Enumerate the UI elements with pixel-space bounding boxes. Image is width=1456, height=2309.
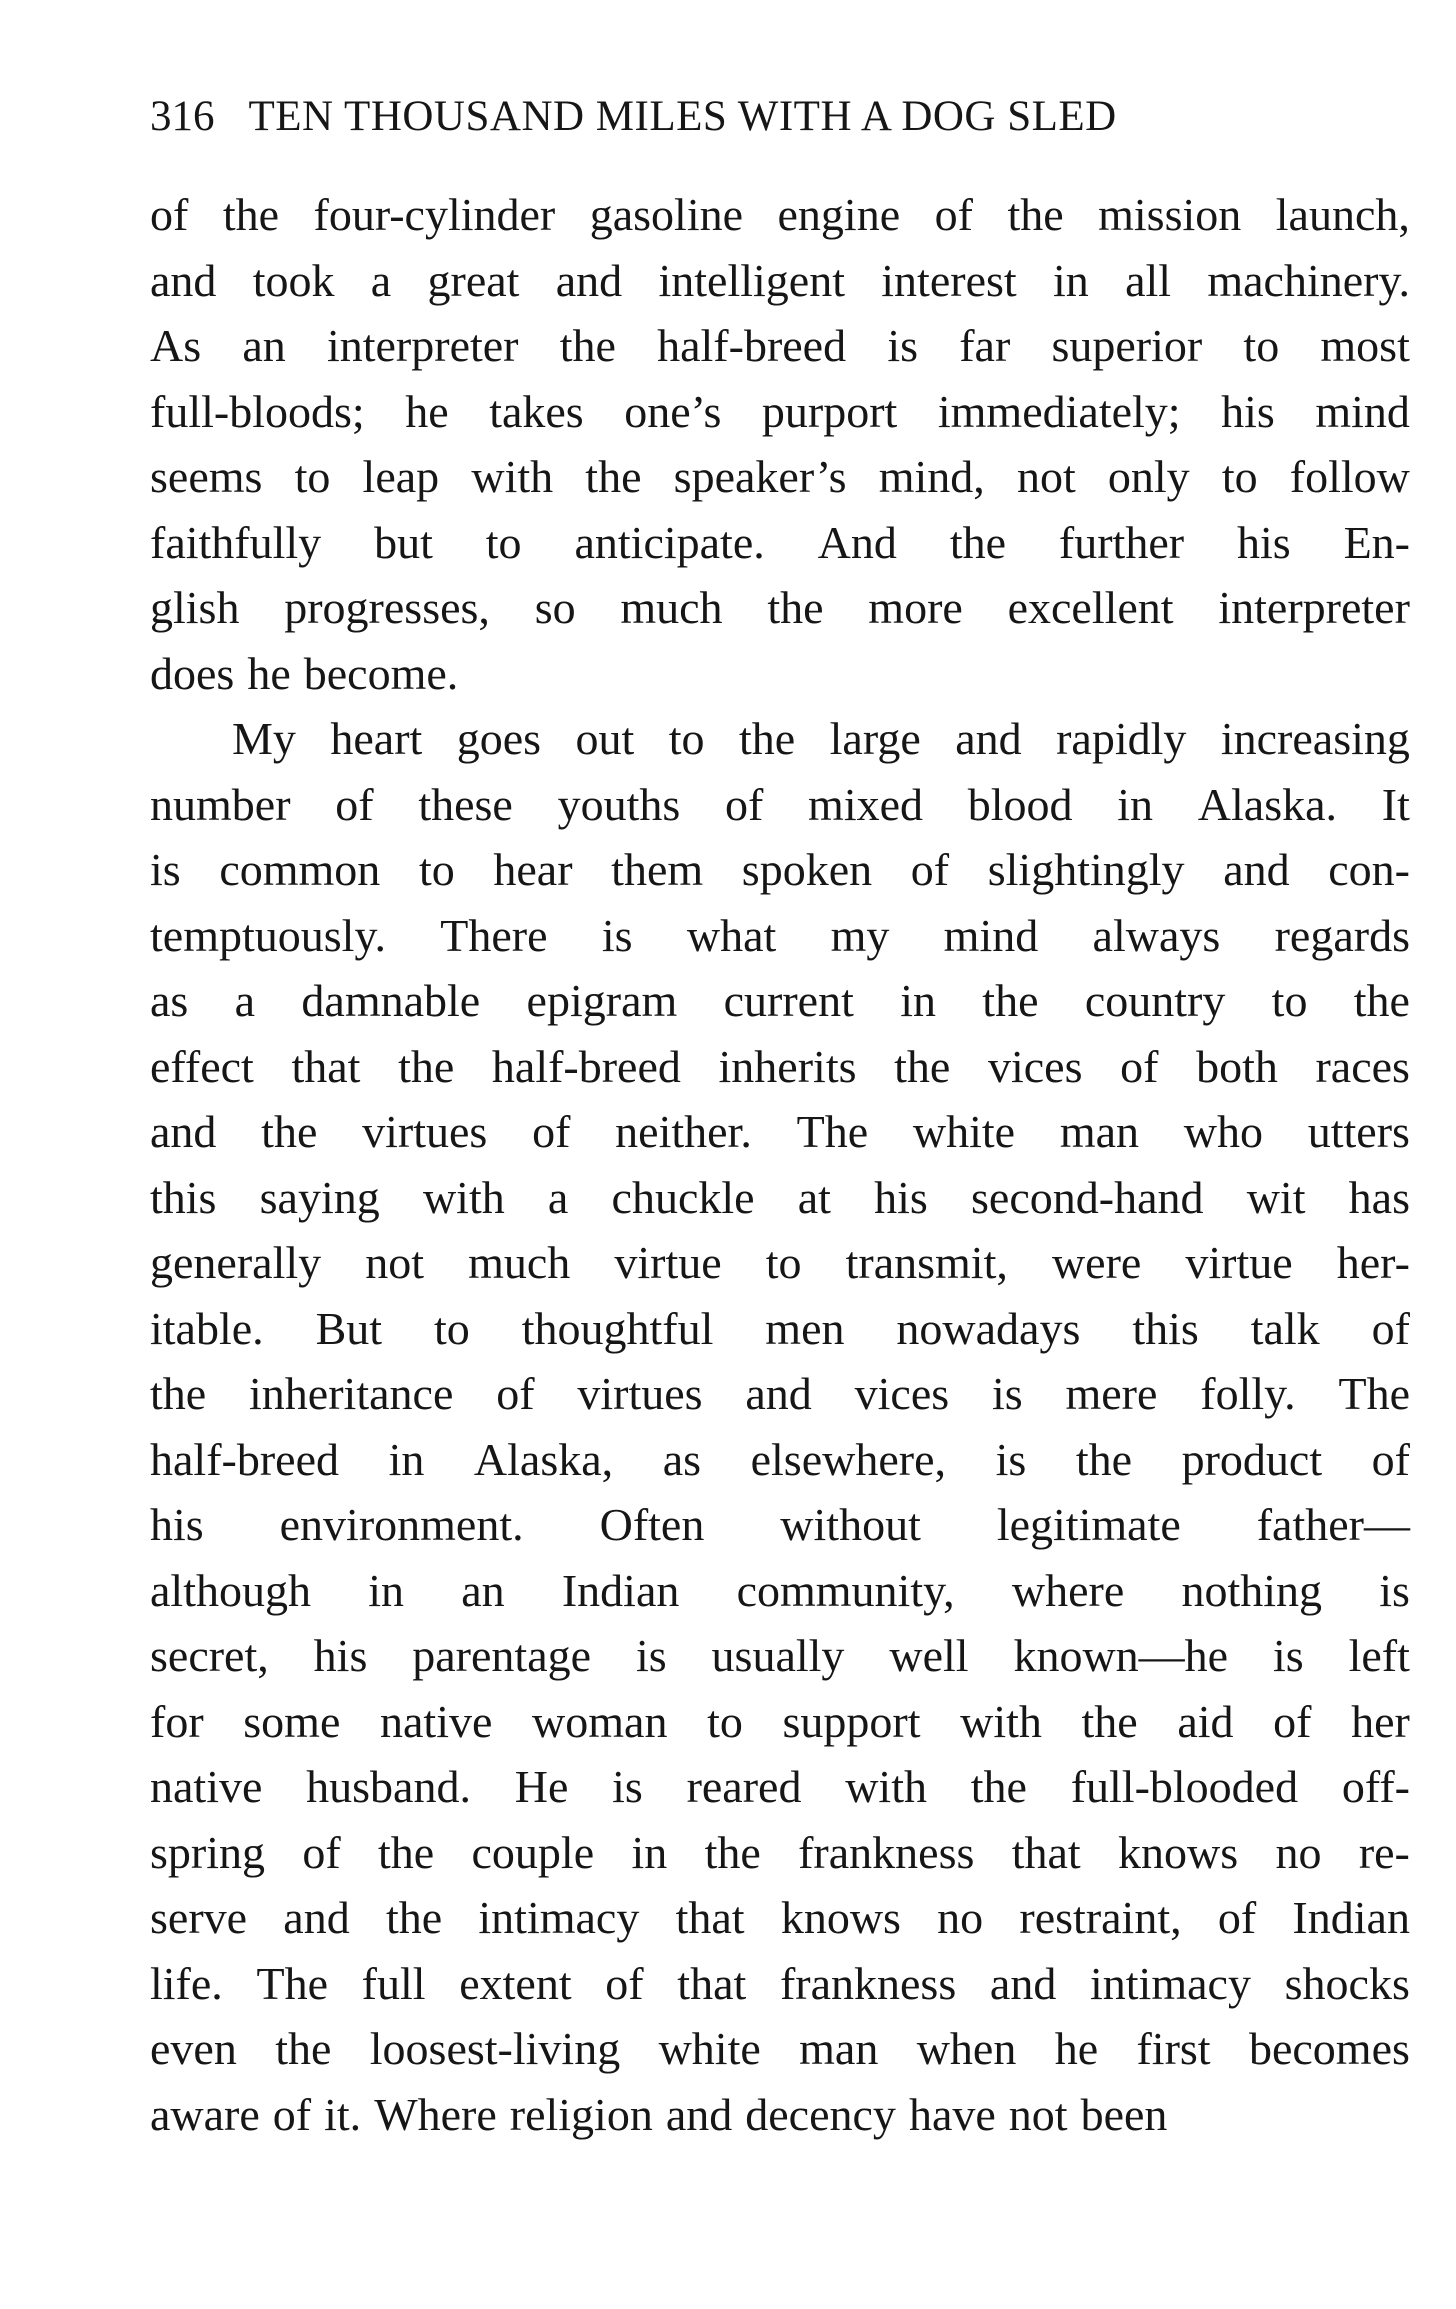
text-line: effect that the half-breed inherits the vices of both races bbox=[150, 1040, 1410, 1092]
text-line: number of these youths of mixed blood in Alaska. It bbox=[150, 778, 1410, 830]
text-line: is common to hear them spoken of slightingly and con- bbox=[150, 844, 1410, 895]
text-line: of the four-cylinder gasoline engine of the mission launch, bbox=[150, 189, 1410, 240]
paragraph bbox=[150, 706, 1410, 2147]
text-line: life. The full extent of that frankness and intimacy shocks bbox=[150, 1957, 1410, 2009]
text-line: aware of it. Where religion and decency have not been bbox=[150, 2088, 1168, 2140]
running-head bbox=[150, 92, 1360, 152]
page-number: 316 bbox=[150, 93, 215, 140]
text-line: serve and the intimacy that knows no restraint, of Indian bbox=[150, 1892, 1410, 1943]
text-line: his environment. Often without legitimate father— bbox=[150, 1499, 1410, 1550]
text-line: spring of the couple in the frankness that knows no re- bbox=[150, 1826, 1410, 1878]
text-line: temptuously. There is what my mind always regards bbox=[150, 909, 1410, 961]
running-title: TEN THOUSAND MILES WITH A DOG SLED bbox=[248, 93, 1117, 140]
text-line: this saying with a chuckle at his second-hand wit has bbox=[150, 1171, 1410, 1223]
text-line: itable. But to thoughtful men nowadays this talk of bbox=[150, 1302, 1410, 1354]
text-line: half-breed in Alaska, as elsewhere, is the product of bbox=[150, 1433, 1410, 1485]
text-line: My heart goes out to the large and rapidly increasing bbox=[232, 713, 1410, 764]
text-line: As an interpreter the half-breed is far superior to most bbox=[150, 320, 1410, 371]
text-line: and took a great and intelligent interest in all machinery. bbox=[150, 254, 1410, 306]
text-line: glish progresses, so much the more excellent interpreter bbox=[150, 582, 1410, 633]
text-line: even the loosest-living white man when he first becomes bbox=[150, 2023, 1410, 2074]
text-line: the inheritance of virtues and vices is mere folly. The bbox=[150, 1368, 1410, 1419]
text-line: generally not much virtue to transmit, were virtue her- bbox=[150, 1237, 1410, 1288]
text-line: for some native woman to support with the aid of her bbox=[150, 1695, 1410, 1747]
text-line: seems to leap with the speaker’s mind, not only to follow bbox=[150, 451, 1410, 502]
text-line: as a damnable epigram current in the country to the bbox=[150, 975, 1410, 1026]
text-line: full-bloods; he takes one’s purport immediately; his mind bbox=[150, 385, 1410, 437]
text-line: although in an Indian community, where nothing is bbox=[150, 1564, 1410, 1616]
text-line: secret, his parentage is usually well known—he is left bbox=[150, 1630, 1410, 1681]
text-line: faithfully but to anticipate. And the further his En- bbox=[150, 516, 1410, 568]
body-text bbox=[150, 182, 1410, 2147]
text-line: does he become. bbox=[150, 647, 459, 699]
paragraph bbox=[150, 182, 1410, 706]
text-line: native husband. He is reared with the full-blooded off- bbox=[150, 1761, 1410, 1812]
text-line: and the virtues of neither. The white man who utters bbox=[150, 1106, 1410, 1157]
